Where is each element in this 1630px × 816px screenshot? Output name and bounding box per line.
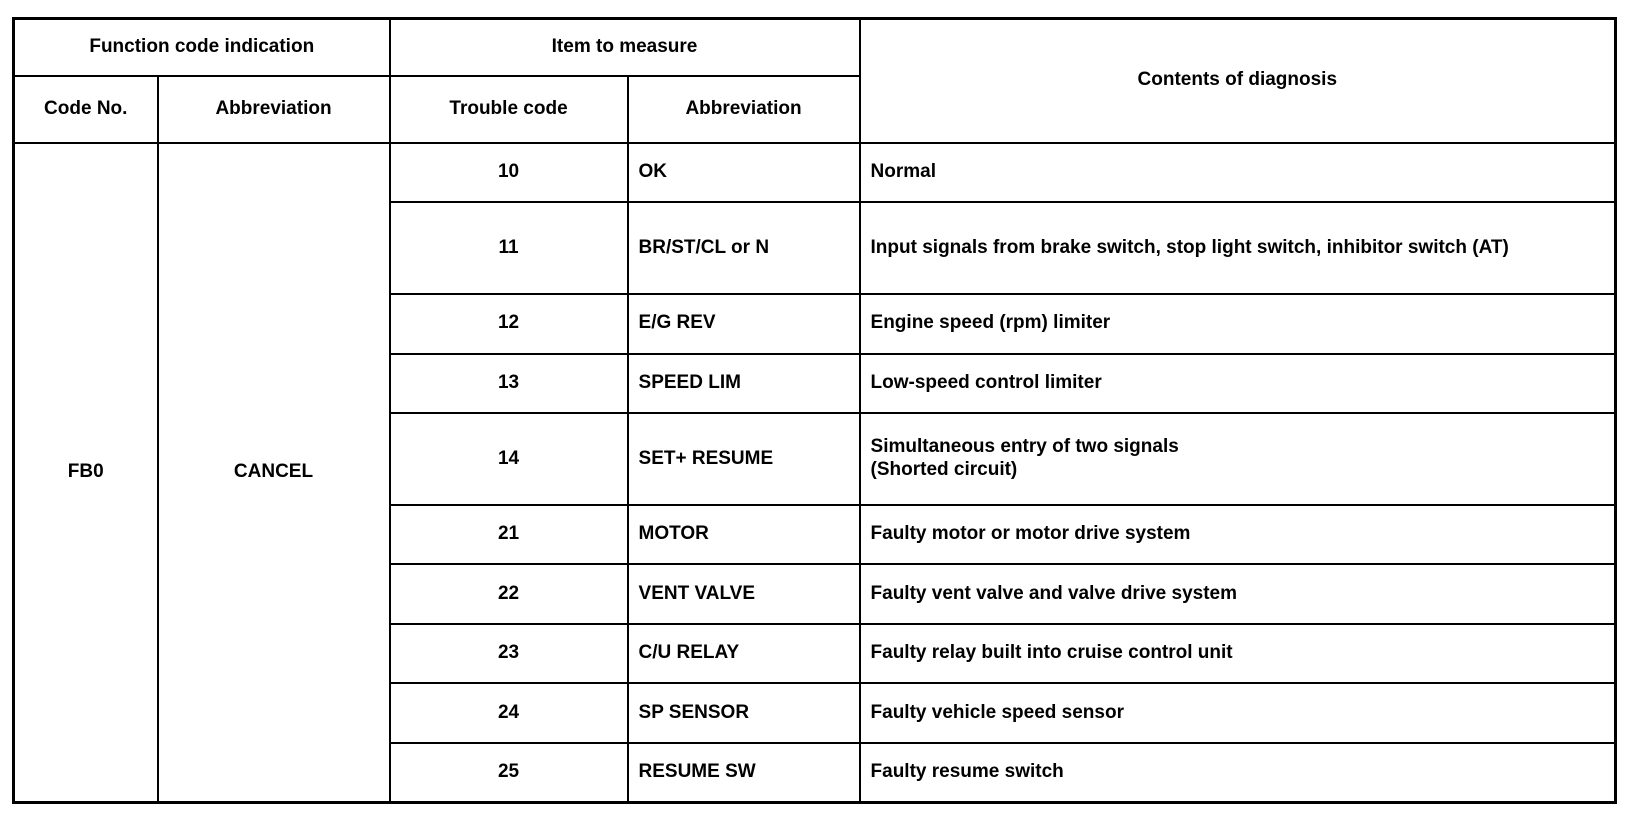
function-abbreviation: CANCEL [158,143,390,803]
header-item-to-measure: Item to measure [390,19,860,76]
diagnosis-cell: Simultaneous entry of two signals (Shorted circuit) [860,413,1616,505]
diagnosis-table-container [12,17,1614,804]
diagnosis-cell: Low-speed control limiter [860,354,1616,414]
header-contents-of-diagnosis: Contents of diagnosis [860,19,1616,143]
trouble-code-cell: 10 [390,143,628,203]
trouble-code-cell: 22 [390,564,628,624]
diagnosis-cell: Normal [860,143,1616,203]
item-abbreviation-cell: OK [628,143,860,203]
trouble-code-cell: 23 [390,624,628,684]
header-trouble-code: Trouble code [390,76,628,143]
header-item-abbreviation: Abbreviation [628,76,860,143]
header-function-code-indication: Function code indication [14,19,390,76]
item-abbreviation-cell: SP SENSOR [628,683,860,743]
diagnosis-cell: Faulty relay built into cruise control unit [860,624,1616,684]
trouble-code-cell: 14 [390,413,628,505]
diagnosis-cell: Faulty vehicle speed sensor [860,683,1616,743]
diagnosis-cell: Input signals from brake switch, stop light switch, inhibitor switch (AT) [860,202,1616,294]
diagnosis-cell: Faulty motor or motor drive system [860,505,1616,565]
item-abbreviation-cell: SPEED LIM [628,354,860,414]
trouble-code-cell: 13 [390,354,628,414]
item-abbreviation-cell: BR/ST/CL or N [628,202,860,294]
trouble-code-cell: 11 [390,202,628,294]
trouble-code-cell: 12 [390,294,628,354]
trouble-code-cell: 21 [390,505,628,565]
trouble-code-cell: 24 [390,683,628,743]
function-code-no: FB0 [14,143,158,803]
diagnosis-table [12,17,1617,804]
diagnosis-cell: Faulty vent valve and valve drive system [860,564,1616,624]
header-code-no: Code No. [14,76,158,143]
item-abbreviation-cell: SET+ RESUME [628,413,860,505]
diagnosis-cell: Faulty resume switch [860,743,1616,803]
item-abbreviation-cell: E/G REV [628,294,860,354]
item-abbreviation-cell: VENT VALVE [628,564,860,624]
table-row [14,143,1616,203]
diagnosis-cell: Engine speed (rpm) limiter [860,294,1616,354]
trouble-code-cell: 25 [390,743,628,803]
header-row-1 [14,19,1616,76]
item-abbreviation-cell: RESUME SW [628,743,860,803]
item-abbreviation-cell: C/U RELAY [628,624,860,684]
header-function-abbreviation: Abbreviation [158,76,390,143]
item-abbreviation-cell: MOTOR [628,505,860,565]
